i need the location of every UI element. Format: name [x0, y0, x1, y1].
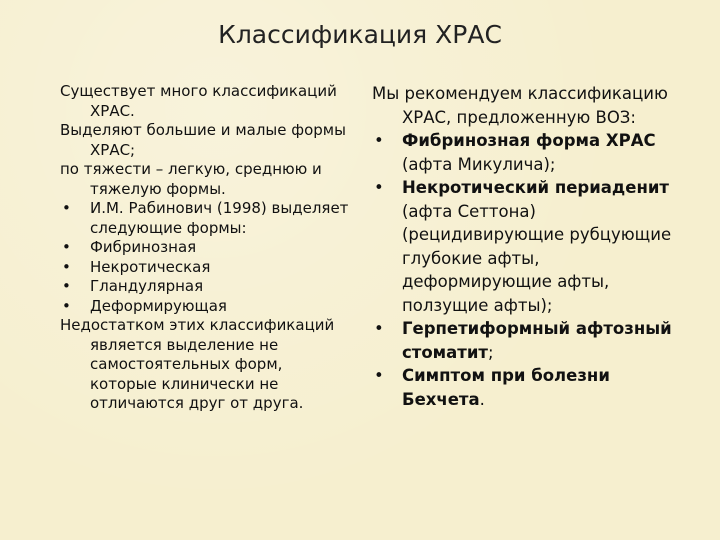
- right-bullet-bold: Герпетиформный афтозный стоматит: [402, 319, 672, 362]
- right-bullet: [372, 364, 692, 411]
- right-bullet: [372, 317, 692, 364]
- right-column: [372, 82, 692, 411]
- bullet-marker: •: [62, 296, 71, 315]
- bullet-marker: •: [62, 277, 71, 295]
- right-bullet-normal: (афта Микулича);: [402, 154, 556, 174]
- left-bullet-text: Гландулярная: [90, 277, 204, 295]
- right-bullet-normal: (афта Сеттона) (рецидивирующие рубцующие глубокие афты, деформирующие афты, ползущие афты);: [402, 201, 672, 315]
- bullet-marker: •: [62, 199, 71, 217]
- left-bullet: [60, 297, 350, 317]
- left-bullet-text: И.М. Рабинович (1998) выделяет следующие формы:: [90, 199, 349, 237]
- left-bullet-text: Деформирующая: [90, 296, 227, 315]
- left-bullet: [60, 238, 350, 258]
- bullet-marker: •: [374, 366, 384, 385]
- right-bullet-normal: .: [479, 389, 485, 409]
- left-bullet: [60, 258, 350, 278]
- right-bullet: [372, 129, 692, 176]
- left-column: [60, 82, 350, 414]
- right-bullet: [372, 176, 692, 317]
- right-bullet-bold: Симптом при болезни Бехчета: [402, 366, 610, 409]
- right-bullet-bold: Фибринозная форма ХРАС: [402, 131, 656, 150]
- bullet-marker: •: [374, 178, 384, 197]
- left-paragraph-3: по тяжести – легкую, среднюю и тяжелую формы.: [60, 160, 322, 198]
- right-intro: Мы рекомендуем классификацию ХРАС, предложенную ВОЗ:: [372, 84, 668, 127]
- right-bullet-normal: ;: [488, 342, 494, 362]
- slide-title: Классификация ХРАС: [218, 20, 502, 49]
- left-bullet: [60, 199, 350, 238]
- left-bullet-text: Некротическая: [90, 257, 211, 276]
- left-bullet-text: Фибринозная: [90, 238, 197, 256]
- bullet-marker: •: [374, 319, 384, 338]
- left-paragraph-2: Выделяют большие и малые формы ХРАС;: [60, 121, 346, 159]
- right-bullet-bold: Некротический периаденит: [402, 178, 669, 197]
- bullet-marker: •: [62, 257, 71, 276]
- bullet-marker: •: [62, 238, 71, 256]
- left-paragraph-1: Существует много классификаций ХРАС.: [60, 82, 337, 120]
- left-paragraph-4: Недостатком этих классификаций является выделение не самостоятельных форм, которые клинически не отличаются друг от друга.: [60, 316, 335, 412]
- bullet-marker: •: [374, 131, 384, 150]
- left-bullet: [60, 277, 350, 297]
